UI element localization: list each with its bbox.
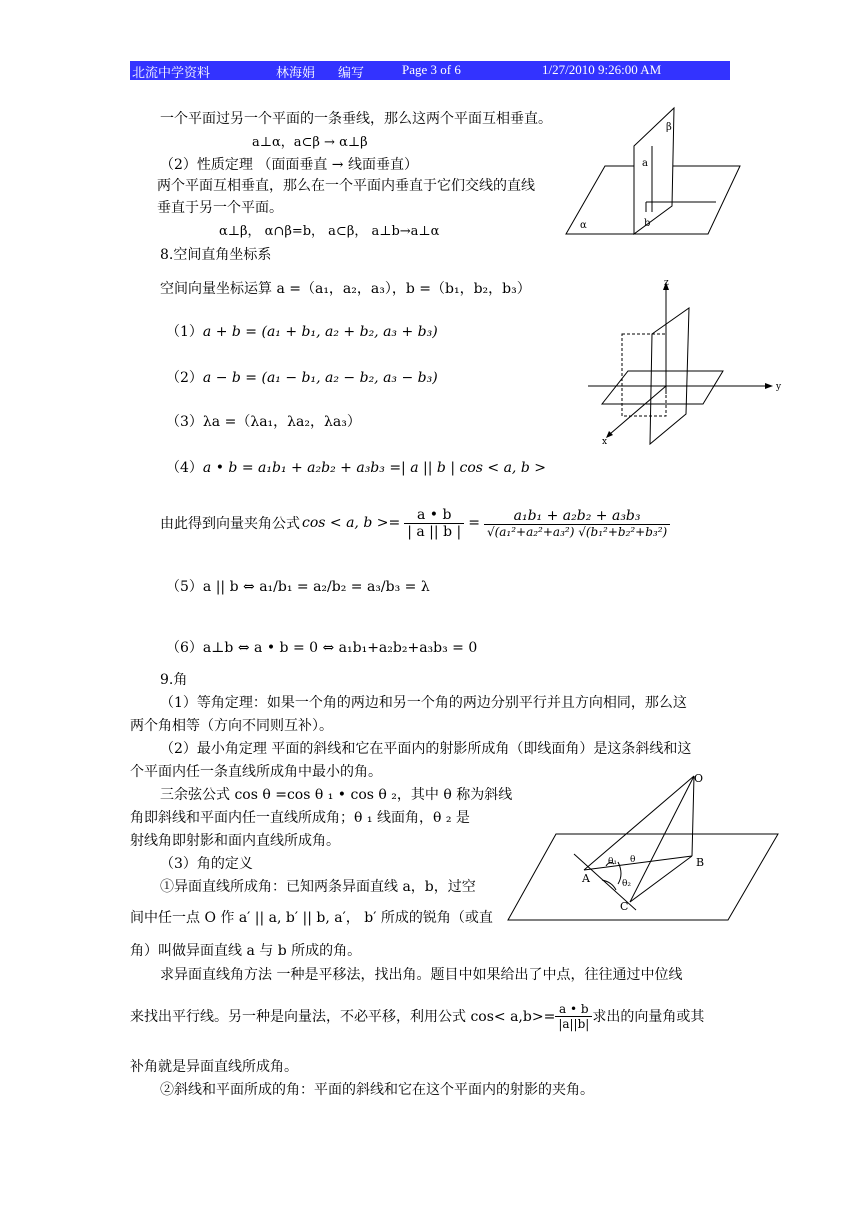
skew-method-1: 求异面直线角方法 一种是平移法，找出角。题目中如果给出了中点，往往通过中位线 <box>160 967 683 983</box>
fig3-label-B: B <box>696 856 705 869</box>
formula-2-body: a − b = (a₁ − b₁, a₂ − b₂, a₃ − b₃) <box>202 370 438 386</box>
fig1-label-a: a <box>642 158 648 169</box>
skew-method-2-tail: 求出的向量角或其 <box>592 1009 705 1025</box>
property-text-2: 垂直于另一个平面。 <box>157 200 283 216</box>
formula-3-body: λa =（λa₁，λa₂，λa₃） <box>202 414 361 430</box>
fig3-label-O: O <box>694 772 704 785</box>
cos-formula: 由此得到向量夹角公式 cos < a, b >= $\frac{a • b}{| a || b |}$ = $\frac{\text{a₁b₁ + a₂b₂ + a₃b₃}}{\text{√(a₁²+a₂²+a₃²) √(b₁²+b₂²+b₃²)}}$ <box>160 500 670 546</box>
cos-num-2: a₁b₁ + a₂b₂ + a₃b₃ <box>484 508 670 525</box>
three-cosine-figure <box>506 770 780 926</box>
equal-angle-2: 两个角相等（方向不同则互补）。 <box>130 718 333 734</box>
fig3-label-A: A <box>582 872 590 885</box>
formula-2 <box>166 367 438 387</box>
formula-5-label: （5） <box>166 579 203 595</box>
fig1-label-beta: β <box>666 122 672 133</box>
judge-formula: a⊥α，a⊂β → α⊥β <box>252 135 368 150</box>
header-bar <box>130 61 730 80</box>
equal-angle-1: （1）等角定理：如果一个角的两边和另一个角的两边分别平行并且方向相同，那么这 <box>160 695 687 711</box>
formula-6-body: a⊥b ⇔ a • b = 0 ⇔ a₁b₁+a₂b₂+a₃b₃ = 0 <box>202 640 478 656</box>
header-source: 北流中学资料 <box>132 65 211 80</box>
three-cosine-3: 射线角即射影和面内直线所成角。 <box>130 833 340 849</box>
judge-text: 一个平面过另一个平面的一条垂线，那么这两个平面互相垂直。 <box>160 111 552 127</box>
formula-1-label: （1） <box>166 324 203 340</box>
skew-angle-3: 角）叫做异面直线 a 与 b 所成的角。 <box>130 943 362 959</box>
formula-3-label: （3） <box>166 414 203 430</box>
section8-title: 8.空间直角坐标系 <box>160 247 272 263</box>
cos-prefix: 由此得到向量夹角公式 <box>160 516 300 532</box>
formula-4 <box>166 457 546 477</box>
cos-den-1: | a || b | <box>407 523 462 540</box>
formula-1 <box>166 321 438 341</box>
cos-lhs: cos < a, b >= <box>302 515 401 531</box>
skew-fraction <box>555 1002 592 1031</box>
three-cosine-2: 角即斜线和平面内任一直线所成角；θ ₁ 线面角，θ ₂ 是 <box>130 810 470 826</box>
formula-5 <box>166 576 430 596</box>
fig1-label-alpha: α <box>580 220 587 231</box>
section9-title: 9.角 <box>160 672 188 688</box>
cos-num-1: a • b <box>404 507 464 524</box>
min-angle-1: （2）最小角定理 平面的斜线和它在平面内的射影所成角（即线面角）是这条斜线和这 <box>160 741 692 757</box>
vector-intro: 空间向量坐标运算 a =（a₁，a₂，a₃），b =（b₁，b₂，b₃） <box>160 281 531 297</box>
formula-4-body: a • b = a₁b₁ + a₂b₂ + a₃b₃ =| a || b | cos < a, b > <box>202 460 546 476</box>
formula-5-body: a || b ⇔ a₁/b₁ = a₂/b₂ = a₃/b₃ = λ <box>202 579 430 595</box>
skew-fraction-den: |a||b| <box>558 1016 590 1031</box>
formula-6-label: （6） <box>166 640 203 656</box>
fig3-label-theta: θ <box>630 855 636 865</box>
header-author: 林海娟 <box>276 65 316 80</box>
axis-z-label: z <box>664 278 669 288</box>
cos-den-2: √(a₁²+a₂²+a₃²) √(b₁²+b₂²+b₃²) <box>486 524 668 539</box>
property-title: （2）性质定理 （面面垂直 → 线面垂直） <box>160 157 418 173</box>
formula-2-label: （2） <box>166 370 203 386</box>
coordinate-system-figure <box>578 276 788 448</box>
skew-fraction-num: a • b <box>555 1002 592 1017</box>
oblique-line-angle: ②斜线和平面所成的角：平面的斜线和它在这个平面内的射影的夹角。 <box>160 1082 594 1098</box>
formula-4-label: （4） <box>166 460 203 476</box>
min-angle-2: 个平面内任一条直线所成角中最小的角。 <box>130 764 382 780</box>
property-formula: α⊥β， α∩β=b， a⊂β， a⊥b→a⊥α <box>219 224 440 239</box>
skew-angle-1: ①异面直线所成角：已知两条异面直线 a，b，过空 <box>160 879 476 895</box>
fig3-label-theta2: θ₂ <box>622 879 632 889</box>
cos-fraction-1 <box>404 507 464 540</box>
three-cosine-1: 三余弦公式 cos θ =cos θ ₁ • cos θ ₂，其中 θ 称为斜线 <box>160 787 513 803</box>
fig1-label-b: b <box>644 218 651 229</box>
skew-method-3: 补角就是异面直线所成角。 <box>130 1059 298 1075</box>
formula-6 <box>166 637 477 657</box>
skew-method-2-text: 来找出平行线。另一种是向量法，不必平移，利用公式 cos< a,b>= <box>130 1009 556 1025</box>
header-role: 编写 <box>338 65 365 80</box>
skew-method-2 <box>130 992 704 1040</box>
fig3-label-theta1: θ₁ <box>608 857 618 867</box>
perpendicular-planes-figure <box>560 106 750 242</box>
angle-definition-title: （3）角的定义 <box>160 856 253 872</box>
formula-1-body: a + b = (a₁ + b₁, a₂ + b₂, a₃ + b₃) <box>202 324 438 340</box>
header-datetime: 1/27/2010 9:26:00 AM <box>542 62 662 77</box>
axis-y-label: y <box>776 382 782 392</box>
axis-x-label: x <box>602 437 608 447</box>
fig3-label-C: C <box>620 900 629 913</box>
header-page: Page 3 of 6 <box>402 62 461 77</box>
skew-angle-2: 间中任一点 O 作 a′ || a, b′ || b, a′， b′ 所成的锐角（或直 <box>130 910 493 926</box>
formula-3 <box>166 411 361 431</box>
cos-fraction-2 <box>484 508 670 539</box>
property-text-1: 两个平面互相垂直，那么在一个平面内垂直于它们交线的直线 <box>157 178 535 194</box>
